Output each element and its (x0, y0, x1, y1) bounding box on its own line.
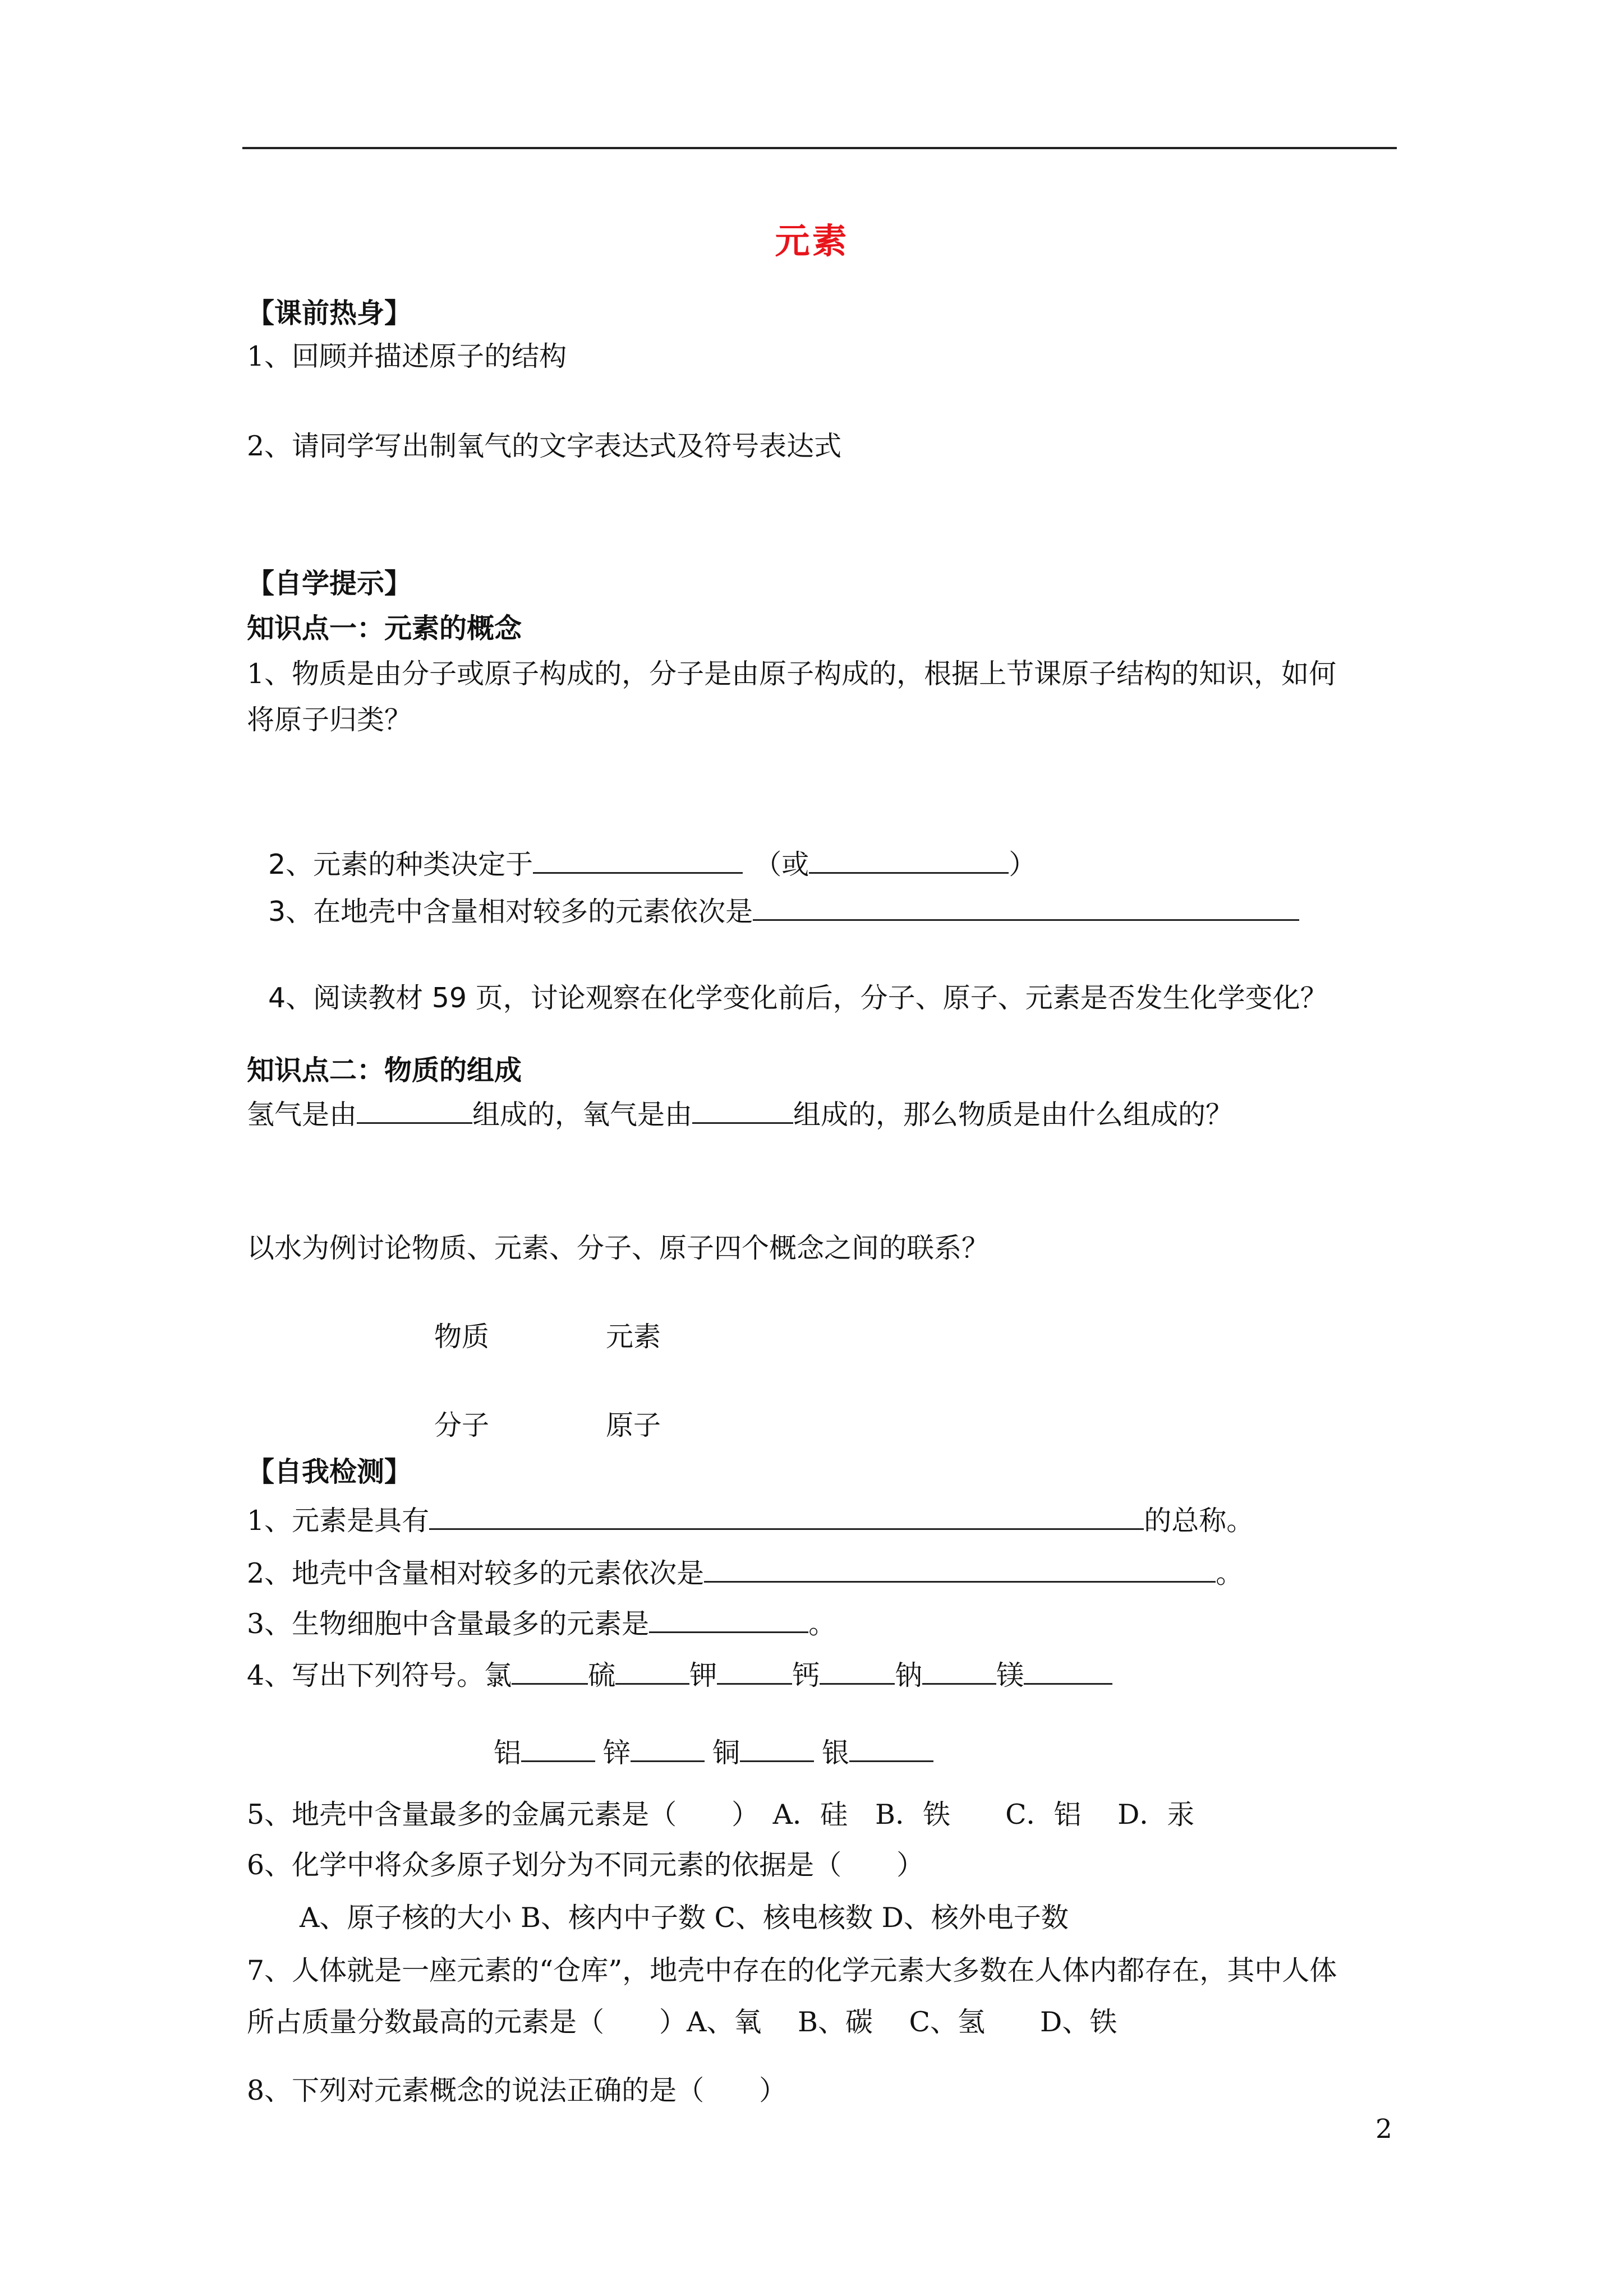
check-question-1 (247, 1499, 1254, 1543)
answer-blank[interactable] (704, 1556, 1216, 1583)
answer-blank[interactable] (521, 1736, 595, 1762)
answer-blank[interactable] (429, 1504, 1144, 1530)
kp2-question-2: 以水为例讨论物质、元素、分子、原子四个概念之间的联系？ (247, 1232, 990, 1264)
kp1-q3-text: 3、在地壳中含量相对较多的元素依次是 (268, 896, 753, 928)
answer-blank[interactable] (809, 847, 1009, 874)
check-q2-text-b: 。 (1216, 1557, 1244, 1589)
element-label: 铜 (712, 1737, 740, 1769)
element-label: 钙 (792, 1659, 820, 1691)
answer-blank[interactable] (512, 1658, 588, 1685)
kp1-q2-text-a: 2、元素的种类决定于 (268, 849, 533, 880)
answer-blank[interactable] (631, 1736, 705, 1762)
answer-blank[interactable] (692, 1098, 793, 1124)
answer-blank[interactable] (533, 847, 743, 874)
element-label: 硫 (588, 1659, 616, 1691)
check-question-6-options: A、原子核的大小 B、核内中子数 C、核电核数 D、核外电子数 (300, 1902, 1069, 1934)
knowledge-point-2-title: 知识点二：物质的组成 (247, 1054, 522, 1086)
warmup-question-2: 2、请同学写出制氧气的文字表达式及符号表达式 (247, 430, 842, 462)
answer-blank[interactable] (740, 1736, 814, 1762)
kp2-question-1 (247, 1092, 1233, 1137)
check-q2-text-a: 2、地壳中含量相对较多的元素依次是 (247, 1557, 705, 1589)
check-question-7-line1: 7、人体就是一座元素的“仓库”，地壳中存在的化学元素大多数在人体内都存在，其中人体 (247, 1954, 1337, 1986)
kp1-question-1-line2: 将原子归类？ (247, 704, 412, 736)
check-q3-text-b: 。 (808, 1608, 836, 1640)
element-label: 钠 (895, 1659, 923, 1691)
kp1-question-3 (268, 889, 1299, 934)
element-label: 镁 (996, 1659, 1024, 1691)
element-label: 银 (822, 1737, 850, 1769)
section-heading-warmup: 【课前热身】 (247, 297, 412, 329)
check-question-5: 5、地壳中含量最多的金属元素是（ ） A．硅 B．铁 C．铝 D．汞 (247, 1799, 1195, 1831)
kp1-question-1-line1: 1、物质是由分子或原子构成的，分子是由原子构成的，根据上节课原子结构的知识，如何 (247, 658, 1337, 690)
kp2-q1-text-b: 组成的，氧气是由 (472, 1099, 693, 1131)
answer-blank[interactable] (615, 1658, 689, 1685)
concept-matter: 物质 (434, 1321, 490, 1353)
knowledge-point-1-title: 知识点一：元素的概念 (247, 612, 522, 644)
check-q1-text-b: 的总称。 (1144, 1505, 1254, 1537)
section-heading-selfcheck: 【自我检测】 (247, 1455, 412, 1488)
check-q1-text-a: 1、元素是具有 (247, 1505, 430, 1537)
answer-blank[interactable] (922, 1658, 996, 1685)
page-title: 元素 (775, 220, 849, 261)
check-question-7-line2: 所占质量分数最高的元素是（ ）A、氧 B、碳 C、氢 D、铁 (247, 2006, 1117, 2038)
warmup-question-1: 1、回顾并描述原子的结构 (247, 340, 567, 372)
section-heading-selfstudy: 【自学提示】 (247, 567, 412, 600)
kp1-question-4: 4、阅读教材 59 页，讨论观察在化学变化前后，分子、原子、元素是否发生化学变化？ (268, 982, 1328, 1014)
element-label: 氯 (484, 1659, 512, 1691)
answer-blank[interactable] (849, 1736, 933, 1762)
answer-blank[interactable] (1024, 1658, 1112, 1685)
header-rule (242, 147, 1397, 149)
concept-element: 元素 (606, 1321, 661, 1353)
kp1-question-2 (268, 842, 1036, 887)
answer-blank[interactable] (753, 895, 1299, 921)
check-question-6: 6、化学中将众多原子划分为不同元素的依据是（ ） (247, 1849, 924, 1881)
check-question-4-row2 (494, 1731, 933, 1776)
kp1-q2-text-b: （或 (754, 849, 809, 880)
answer-blank[interactable] (820, 1658, 895, 1685)
concept-atom: 原子 (606, 1409, 661, 1441)
answer-blank[interactable] (649, 1607, 808, 1633)
check-q4-label: 4、写出下列符号。 (247, 1659, 485, 1691)
check-question-8: 8、下列对元素概念的说法正确的是（ ） (247, 2074, 787, 2106)
kp2-q1-text-a: 氢气是由 (247, 1099, 357, 1131)
concept-molecule: 分子 (434, 1409, 490, 1441)
element-label: 钾 (689, 1659, 717, 1691)
check-question-3 (247, 1602, 836, 1647)
answer-blank[interactable] (357, 1098, 472, 1124)
kp2-q1-text-c: 组成的，那么物质是由什么组成的？ (793, 1099, 1234, 1131)
element-label: 铝 (494, 1737, 522, 1769)
kp1-q2-text-c: ） (1009, 849, 1037, 880)
answer-blank[interactable] (717, 1658, 792, 1685)
check-q3-text-a: 3、生物细胞中含量最多的元素是 (247, 1608, 650, 1640)
check-question-2 (247, 1551, 1243, 1596)
element-label: 锌 (603, 1737, 631, 1769)
page-number: 2 (1375, 2114, 1392, 2145)
check-question-4 (247, 1653, 1112, 1698)
